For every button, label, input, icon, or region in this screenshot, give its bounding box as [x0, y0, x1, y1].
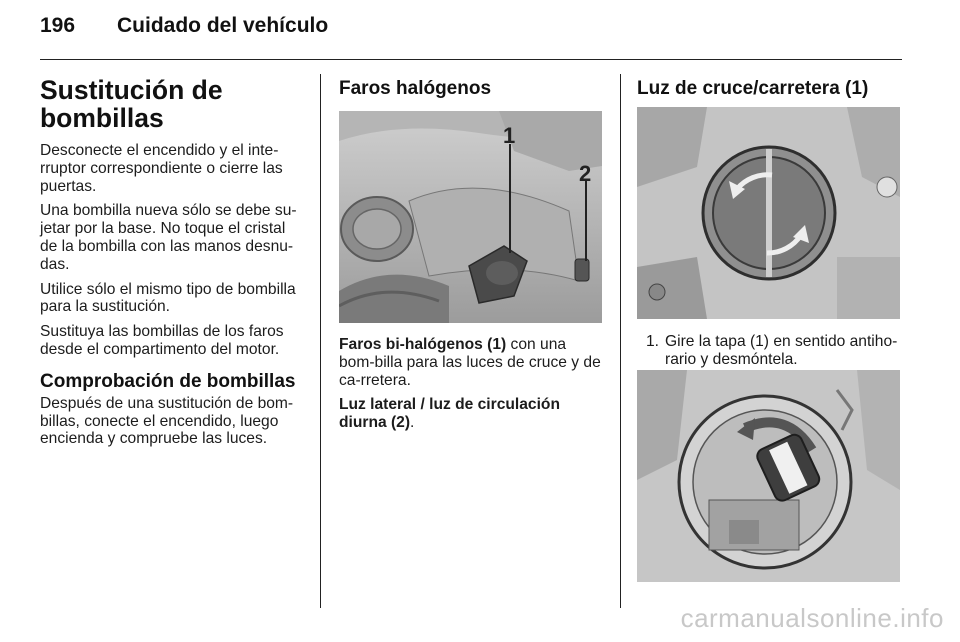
column-1 [40, 76, 302, 455]
section-heading: Luz de cruce/carretera (1) [637, 78, 869, 99]
headlamp-illustration [339, 111, 602, 323]
paragraph: Sustituya las bombillas de los faros desde el compartimento del motor. [40, 323, 284, 358]
headlamp-figure [339, 111, 602, 323]
page-number: 196 [40, 14, 76, 37]
paragraph: Después de una sustitución de bom-billas, conecte el encendido, luego encienda y compruebe las luces. [40, 394, 294, 448]
cap-figure [637, 107, 900, 319]
header-divider [40, 59, 902, 60]
column-3 [637, 78, 900, 99]
section-heading: Sustitución de bombillas [40, 75, 223, 133]
column-2 [339, 78, 602, 99]
bold-term: Faros bi-halógenos (1) [339, 336, 507, 353]
watermark: carmanualsonline.info [680, 603, 944, 633]
section-heading: Faros halógenos [339, 78, 492, 99]
paragraph: Utilice sólo el mismo tipo de bombilla para la sustitución. [40, 280, 296, 316]
subsection-heading: Comprobación de bombillas [40, 370, 296, 392]
callout-label: 1 [503, 123, 516, 148]
paragraph: . [410, 414, 415, 432]
column-2-text [339, 336, 605, 439]
column-divider [320, 74, 321, 608]
paragraph: Desconecte el encendido y el inte-rruptor correspondiente o cierre las puertas. [40, 142, 283, 195]
page-header [40, 14, 328, 38]
paragraph: Una bombilla nueva sólo se debe su-jetar por la base. No toque el cristal de la bombilla con las manos desnu-das. [40, 202, 297, 273]
callout-label: 2 [579, 161, 592, 186]
paragraph: con una bom-billa para las luces de cruce y de ca-rretera. [339, 336, 601, 389]
step-number: 1. [646, 333, 660, 350]
section-title: Cuidado del vehículo [117, 14, 329, 37]
bulb-removal-illustration [637, 370, 900, 582]
step-text: Gire la tapa (1) en sentido antiho-rario y desmóntela. [665, 333, 898, 368]
lamp-cap-illustration [637, 107, 900, 319]
bulb-figure [637, 370, 900, 582]
bold-term: Luz lateral / luz de circulación diurna (2) [339, 396, 560, 432]
column-divider [620, 74, 621, 608]
